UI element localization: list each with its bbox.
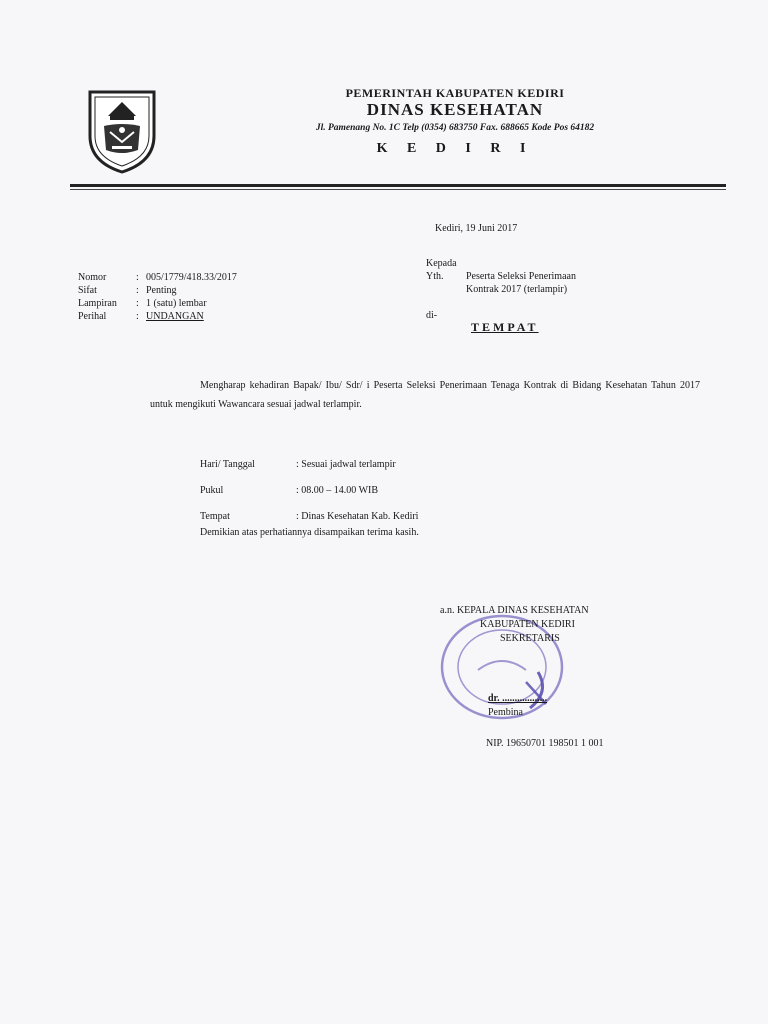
letter-meta bbox=[78, 271, 237, 323]
signatory-name: dr. .................. bbox=[488, 693, 548, 704]
detail-row-pukul bbox=[200, 478, 418, 504]
recipient-tempat: TEMPAT bbox=[471, 320, 539, 334]
meta-label: Perihal bbox=[78, 311, 107, 322]
closing-sentence: Demikian atas perhatiannya disampaikan terima kasih. bbox=[200, 527, 419, 538]
meta-separator: : bbox=[136, 272, 139, 283]
recipient-yth: Yth. bbox=[426, 271, 444, 282]
letter-date: Kediri, 19 Juni 2017 bbox=[435, 223, 518, 234]
letterhead-divider-thin bbox=[70, 189, 726, 190]
meta-row-nomor bbox=[78, 271, 237, 284]
signature-line3: SEKRETARIS bbox=[500, 633, 560, 644]
meta-row-sifat bbox=[78, 284, 237, 297]
meta-label: Sifat bbox=[78, 285, 97, 296]
signatory-nip: NIP. 19650701 198501 1 001 bbox=[486, 738, 604, 749]
meta-label: Lampiran bbox=[78, 298, 117, 309]
detail-label: Hari/ Tanggal bbox=[200, 459, 255, 470]
detail-value: Sesuai jadwal terlampir bbox=[301, 459, 396, 470]
detail-label: Pukul bbox=[200, 485, 224, 496]
meta-value: 1 (satu) lembar bbox=[146, 298, 207, 309]
detail-separator: : bbox=[296, 459, 302, 470]
meta-label: Nomor bbox=[78, 272, 107, 283]
recipient-kepada: Kepada bbox=[426, 258, 457, 269]
event-details bbox=[200, 452, 418, 530]
detail-row-hari bbox=[200, 452, 418, 478]
recipient-block bbox=[426, 257, 576, 296]
letterhead-divider bbox=[70, 184, 726, 187]
signature-line1: a.n. KEPALA DINAS KESEHATAN bbox=[440, 605, 589, 616]
agency-address: Jl. Pamenang No. 1C Telp (0354) 683750 Fax. 688665 Kode Pos 64182 bbox=[315, 123, 595, 133]
recipient-di: di- bbox=[426, 310, 438, 321]
city-name: K E D I R I bbox=[376, 141, 534, 156]
meta-row-perihal bbox=[78, 310, 237, 323]
detail-value: Dinas Kesehatan Kab. Kediri bbox=[301, 511, 419, 522]
recipient-name-line1: Peserta Seleksi Penerimaan bbox=[466, 271, 576, 282]
meta-row-lampiran bbox=[78, 297, 237, 310]
government-name: PEMERINTAH KABUPATEN KEDIRI bbox=[345, 86, 565, 100]
signature-block bbox=[440, 604, 589, 720]
signature-line2: KABUPATEN KEDIRI bbox=[480, 619, 575, 630]
letterhead bbox=[190, 86, 720, 160]
recipient-name-line2: Kontrak 2017 (terlampir) bbox=[466, 284, 568, 295]
detail-label: Tempat bbox=[200, 511, 230, 522]
letter-body bbox=[150, 376, 700, 414]
detail-separator: : bbox=[296, 511, 302, 522]
meta-separator: : bbox=[136, 298, 139, 309]
meta-separator: : bbox=[136, 285, 139, 296]
agency-name: DINAS KESEHATAN bbox=[366, 100, 544, 119]
detail-value: 08.00 – 14.00 WIB bbox=[301, 485, 379, 496]
meta-value: 005/1779/418.33/2017 bbox=[146, 272, 237, 283]
body-paragraph: Mengharap kehadiran Bapak/ Ibu/ Sdr/ i Peserta Seleksi Penerimaan Tenaga Kontrak di Bidang Kesehatan Tahun 2017 untuk mengikuti Wawancara sesuai jadwal terlampir. bbox=[150, 380, 700, 410]
meta-value: UNDANGAN bbox=[146, 311, 204, 322]
meta-value: Penting bbox=[146, 285, 177, 296]
meta-separator: : bbox=[136, 311, 139, 322]
kabupaten-kediri-emblem-icon bbox=[86, 86, 158, 174]
detail-separator: : bbox=[296, 485, 302, 496]
signatory-rank: Pembina bbox=[488, 707, 523, 718]
